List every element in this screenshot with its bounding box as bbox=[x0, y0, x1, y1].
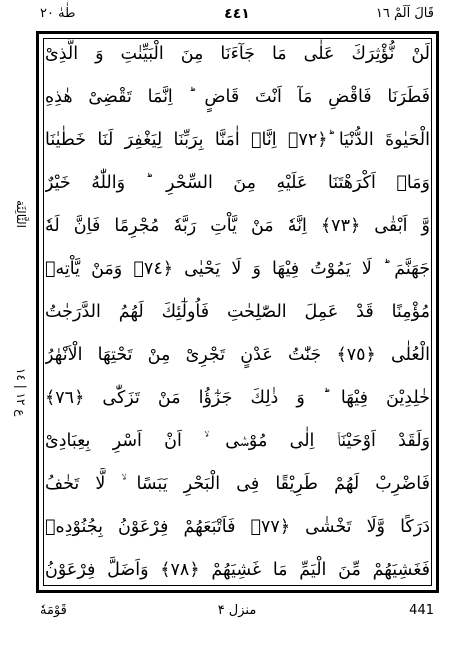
verse-line: لَنْ نُّؤْثِرَكَ عَلٰى مَا جَآءَنَا مِنَ الْبَيِّنٰتِ وَ الَّذِىْ bbox=[45, 44, 430, 64]
verse-line: فَاضْرِبْ لَهُمْ طَرِيْقًا فِى الْبَحْرِ يَبَسًا ۙ لَّا تَخٰفُ bbox=[45, 474, 430, 494]
catchword: قَوْمَهٗ bbox=[40, 603, 67, 618]
verse-line: مُؤْمِنًا قَدْ عَمِلَ الصّٰلِحٰتِ فَاُولٰٓئِكَ لَهُمُ الدَّرَجٰتُ bbox=[45, 302, 430, 322]
juz-name-header: قَالَ اَلَمْ ١٦ bbox=[375, 6, 434, 21]
text-frame bbox=[36, 31, 439, 593]
verse-line: الْحَيٰوةَ الدُّنْيَا ؕ﴿٧٢﴾ اِنَّاۤ اٰمَنَّا بِرَبِّنَا لِيَغْفِرَ لَنَا خَطٰيٰنَا bbox=[45, 130, 430, 150]
manzil-marker: منزل ۴ bbox=[217, 603, 257, 618]
verse-line: وَلَقَدْ اَوْحَيْنَاۤ اِلٰى مُوْسٰۤى ۙ اَنْ اَسْرِ بِعِبَادِىْ bbox=[45, 431, 430, 451]
verse-line: الْعُلٰى ﴿٧٥﴾ جَنّٰتُ عَدْنٍ تَجْرِىْ مِنْ تَحْتِهَا الْاَنْهٰرُ bbox=[45, 345, 430, 365]
verse-line: وَمَاۤ اَكْرَهْتَنَا عَلَيْهِ مِنَ السِّحْرِ ؕ وَاللّٰهُ خَيْرٌ bbox=[45, 173, 430, 193]
verse-line: جَهَنَّمَ ؕ لَا يَمُوْتُ فِيْهَا وَ لَا يَحْيٰى ﴿٧٤﴾ وَمَنْ يَّاْتِهٖ bbox=[45, 259, 430, 279]
verse-line: فَغَشِيَهُمْ مِّنَ الْيَمِّ مَا غَشِيَهُمْ ﴿٧٨﴾ وَاَضَلَّ فِرْعَوْنُ bbox=[45, 560, 430, 580]
verse-line: دَرَكًا وَّلَا تَخْشٰى ﴿٧٧﴾ فَاَتْبَعَهُمْ فِرْعَوْنُ بِجُنُوْدِهٖ bbox=[45, 517, 430, 537]
verse-line: خٰلِدِيْنَ فِيْهَا ؕ وَ ذٰلِكَ جَزٰٓؤُا مَنْ تَزَكّٰى ﴿٧٦﴾ bbox=[45, 388, 430, 408]
margin-note-upper: الثَّالِثَة bbox=[14, 200, 28, 228]
margin-note-ruku: ع ١٢ | ١٤ bbox=[14, 368, 28, 417]
verse-line: فَطَرَنَا فَاقْضِ مَآ اَنْتَ قَاضٍ ؕ اِنَّمَا تَقْضِىْ هٰذِهِ bbox=[45, 87, 430, 107]
verse-text-block bbox=[45, 38, 430, 586]
page-number-header: ٤٤١ bbox=[224, 6, 250, 22]
verse-line: وَّ اَبْقٰى ﴿٧٣﴾ اِنَّهٗ مَنْ يَّاْتِ رَبَّهٗ مُجْرِمًا فَاِنَّ لَهٗ bbox=[45, 216, 430, 236]
surah-name-header: طٰهٰ ٢٠ bbox=[40, 6, 76, 21]
page-number-footer: 441 bbox=[409, 603, 434, 618]
